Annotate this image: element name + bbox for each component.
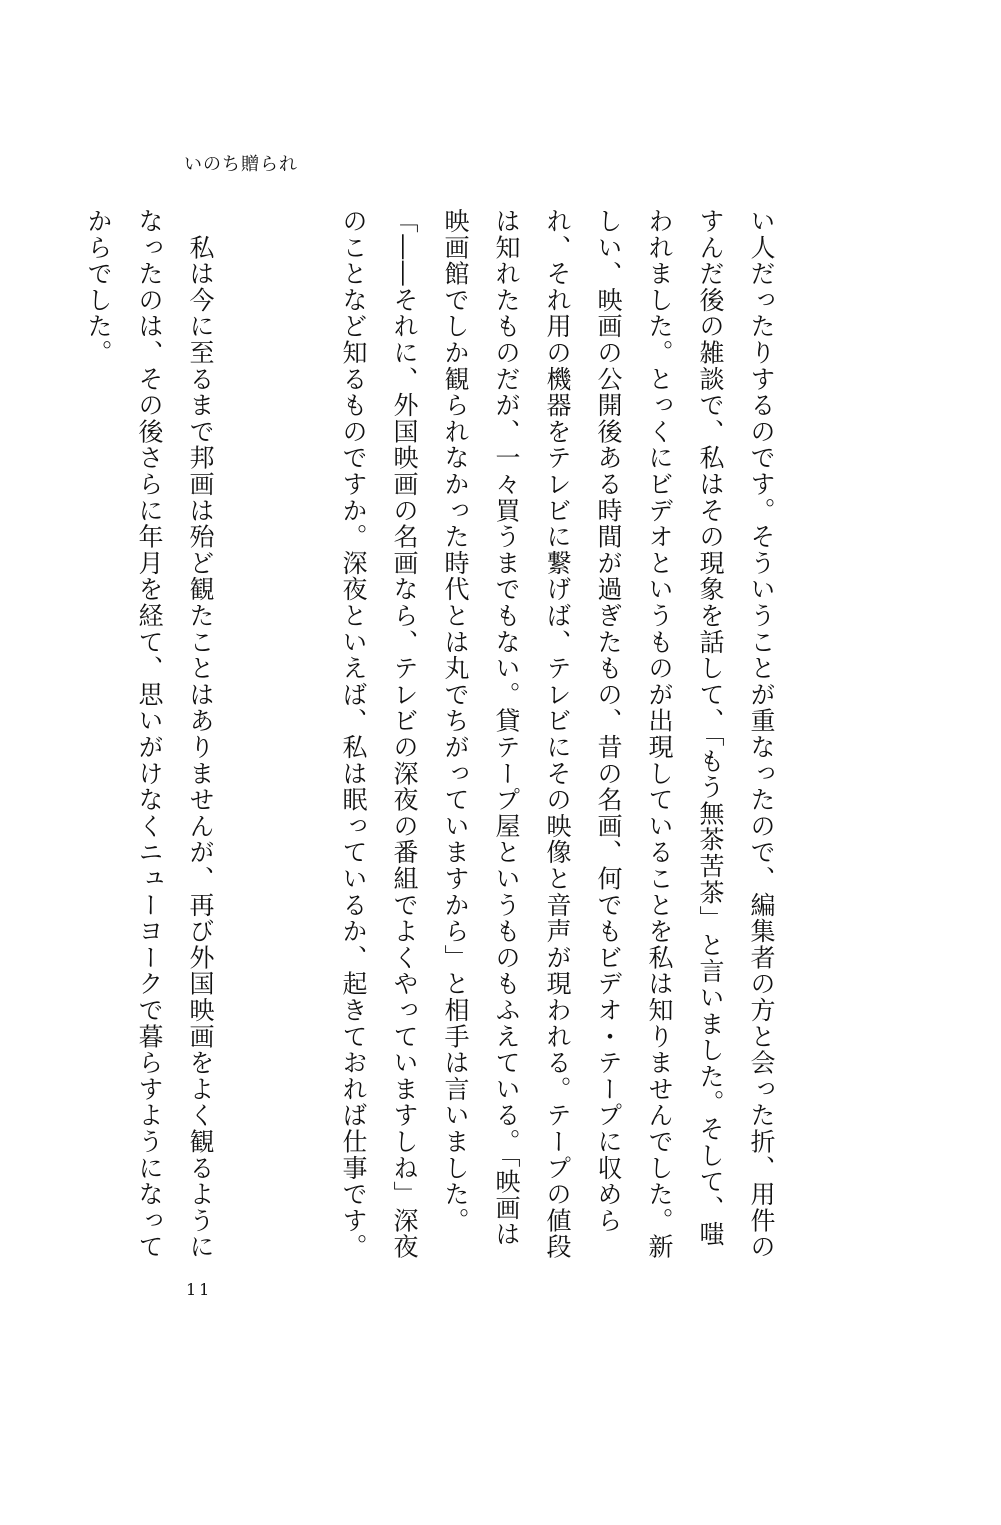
paragraph: 私は今に至るまで邦画は殆ど観たことはありませんが、再び外国映画をよく観るようになったのは、その後さらに年月を経て、思いがけなくニューヨークで暮らすようになってからでした。 [84,208,215,1260]
vertical-text-block [0,208,889,1268]
paragraph: い人だったりするのです。そういうことが重なったので、編集者の方と会った折、用件のすんだ後の雑談で、私はその現象を話して、「もう無茶苦茶」と言いました。そして、嗤われました。とっくにビデオというものが出現していることを私は知りませんでした。新しい、映画の公開後ある時間が過ぎたもの、昔の名画、何でもビデオ・テープに収められ、それ用の機器をテレビに繋げば、テレビにその映像と音声が現われる。テープの値段は知れたものだが、一々買うまでもない。貸テープ屋というものもふえている。「映画は映画館でしか観られなかった時代とは丸でちがっていますから」と相手は言いました。「――それに、外国映画の名画なら、テレビの深夜の番組でよくやっていますしね」深夜のことなど知るものですか。深夜といえば、私は眠っているか、起きておれば仕事です。 [339,208,776,1260]
page-number: 11 [186,1280,213,1299]
running-head-title: いのち贈られ [184,154,298,175]
